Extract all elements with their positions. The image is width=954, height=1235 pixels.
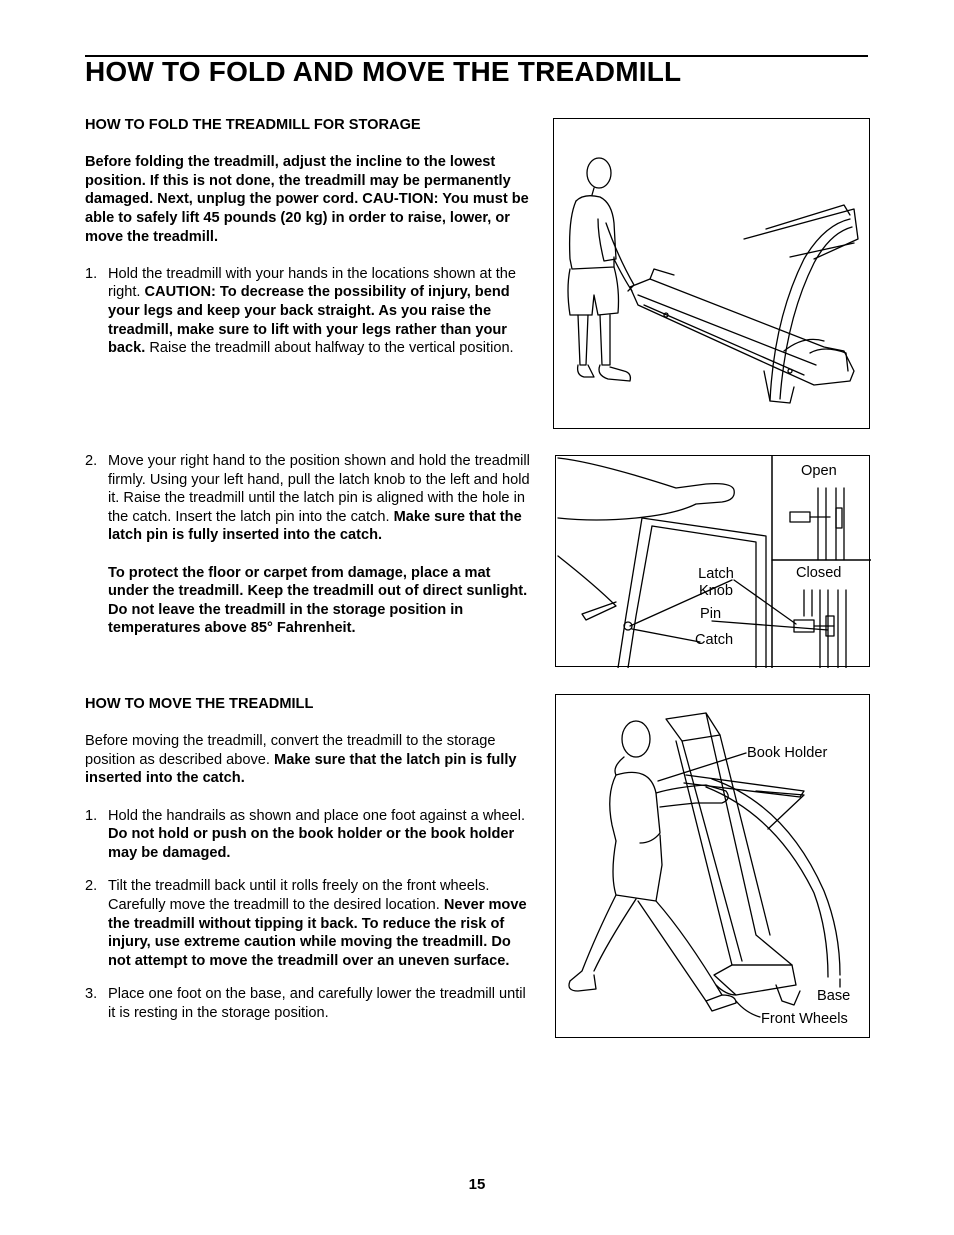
step-warning: Do not hold or push on the book holder or the book holder may be damaged.: [108, 826, 515, 861]
floor-protection-note: To protect the floor or carpet from damage, place a mat under the treadmill. Keep the treadmill out of direct sunlight. Do not leave the treadmill in the storage position in temperatures above 85° Fahrenheit.: [108, 564, 528, 637]
catch-leader: [632, 629, 700, 642]
move-step-2: [85, 877, 530, 970]
step-caution: CAUTION: To decrease the possibility of injury, bend your legs and keep your back straight. As you raise the treadmill, make sure to lift with your legs rather than your back.: [108, 284, 510, 357]
page-number: 15: [468, 1176, 486, 1193]
latch-open: [790, 488, 844, 560]
step-number: 2.: [85, 453, 98, 469]
page-title: HOW TO FOLD AND MOVE THE TREADMILL: [85, 56, 682, 87]
label-front-wheels: Front Wheels: [761, 1011, 848, 1027]
label-book-holder: Book Holder: [747, 745, 828, 761]
step-number: 1.: [85, 807, 98, 824]
fold-intro: Before folding the treadmill, adjust the incline to the lowest position. If this is not done, the treadmill may be permanently damaged. Next, unplug the power cord. CAU-TION: You must be able to safely lift 45 pounds (20 kg) in order to raise, lower, or move the treadmill.: [85, 154, 529, 245]
figure-moving-treadmill: [555, 694, 870, 1038]
lifting-illustration: [554, 119, 871, 430]
label-knob: Knob: [698, 583, 734, 599]
fold-step-2-section: [85, 452, 530, 638]
label-closed: Closed: [796, 565, 842, 581]
step-text: Tilt the treadmill back until it rolls freely on the front wheels. Carefully move the treadmill to the desired location.: [108, 878, 490, 913]
person-figure: [568, 158, 634, 381]
step-text: Move your right hand to the position shown and hold the treadmill firmly. Using your left hand, pull the latch knob to the left and hold it. Raise the treadmill until the latch pin is aligned with the hole in the catch. Insert the latch pin into the catch.: [108, 453, 530, 525]
front-wheels-leader: [736, 1001, 760, 1017]
move-heading: HOW TO MOVE THE TREADMILL: [85, 696, 314, 712]
step-warning: Make sure that the latch pin is fully inserted into the catch.: [108, 508, 522, 544]
move-section: [85, 695, 530, 1023]
fold-step-1: [85, 265, 530, 358]
label-latch-knob: [692, 566, 740, 600]
label-base: Base: [817, 988, 851, 1004]
arm: [558, 458, 734, 520]
fold-heading: HOW TO FOLD THE TREADMILL FOR STORAGE: [85, 117, 421, 133]
label-open: Open: [801, 463, 837, 479]
label-pin: Pin: [700, 606, 722, 622]
move-intro: [85, 732, 530, 788]
move-step-3: [85, 985, 530, 1022]
step-text: Hold the handrails as shown and place one foot against a wheel.: [108, 807, 526, 824]
label-latch: Latch: [698, 566, 734, 582]
step-number: 1.: [85, 265, 98, 282]
step-text: Hold the treadmill with your hands in the locations shown at the right.: [108, 265, 517, 301]
closed-leader: [734, 580, 796, 624]
step-text: Raise the treadmill about halfway to the vertical position.: [149, 340, 514, 357]
step-warning: Never move the treadmill without tipping it back. To reduce the risk of injury, use extreme caution while moving the treadmill. Do not attempt to move the treadmill over an uneven surface.: [108, 896, 527, 969]
fold-section: [85, 116, 530, 358]
figure-latch-detail: [555, 455, 870, 667]
figure-lifting-treadmill: [553, 118, 870, 429]
step-text: Place one foot on the base, and carefully lower the treadmill until it is resting in the storage position.: [108, 986, 526, 1021]
move-intro-warning: Make sure that the latch pin is fully inserted into the catch.: [85, 751, 517, 787]
treadmill-figure: [630, 205, 858, 403]
move-step-1: [85, 807, 530, 863]
fold-step-2: [85, 452, 530, 638]
label-catch: Catch: [695, 632, 734, 648]
step-number: 3.: [85, 986, 98, 1003]
step-number: 2.: [85, 878, 98, 895]
pin-leader: [712, 621, 828, 630]
move-intro-text: Before moving the treadmill, convert the treadmill to the storage position as described above.: [85, 733, 496, 768]
